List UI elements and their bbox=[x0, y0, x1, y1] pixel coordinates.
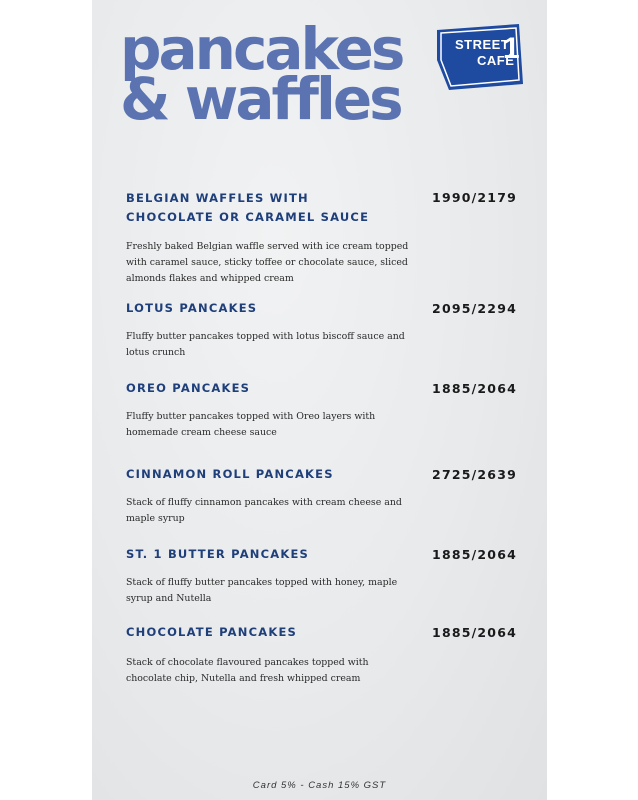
menu-item-price: 1885/2064 bbox=[432, 547, 517, 562]
tax-note: Card 5% - Cash 15% GST bbox=[252, 780, 387, 791]
menu-title bbox=[120, 15, 403, 133]
menu-item-description: Stack of fluffy butter pancakes topped with honey, maple syrup and Nutella bbox=[126, 577, 398, 604]
menu-item-description: Stack of chocolate flavoured pancakes topped with chocolate chip, Nutella and fresh whipped cream bbox=[126, 657, 369, 684]
menu-page bbox=[92, 0, 547, 800]
menu-item-price: 1885/2064 bbox=[432, 381, 517, 396]
menu-item-name: BELGIAN WAFFLES WITH CHOCOLATE OR CARAMEL SAUCE bbox=[126, 191, 370, 224]
menu-item-name: ST. 1 BUTTER PANCAKES bbox=[126, 547, 310, 561]
logo-line-2: CAFÉ bbox=[477, 53, 515, 68]
menu-item-description: Fluffy butter pancakes topped with lotus biscoff sauce and lotus crunch bbox=[126, 331, 405, 358]
menu-item-price: 1990/2179 bbox=[432, 190, 517, 205]
menu-item-name: LOTUS PANCAKES bbox=[126, 301, 258, 315]
logo-number: 1 bbox=[503, 32, 521, 65]
menu-item-price: 2725/2639 bbox=[432, 467, 517, 482]
menu-item-description: Fluffy butter pancakes topped with Oreo layers with homemade cream cheese sauce bbox=[126, 411, 376, 438]
title-line-1: pancakes bbox=[120, 15, 403, 83]
logo-line-1: STREET bbox=[455, 37, 510, 52]
menu-item-name: CHOCOLATE PANCAKES bbox=[126, 625, 297, 639]
menu-item-description: Stack of fluffy cinnamon pancakes with cream cheese and maple syrup bbox=[126, 497, 402, 524]
street-cafe-logo bbox=[437, 24, 523, 90]
menu-item-name: OREO PANCAKES bbox=[126, 381, 251, 395]
title-line-2: & waffles bbox=[120, 65, 401, 133]
menu-item-price: 1885/2064 bbox=[432, 625, 517, 640]
menu-item-price: 2095/2294 bbox=[432, 301, 517, 316]
menu-item-description: Freshly baked Belgian waffle served with ice cream topped with caramel sauce, sticky toffee or chocolate sauce, sliced almonds flakes and whipped cream bbox=[126, 241, 409, 284]
menu-item-name: CINNAMON ROLL PANCAKES bbox=[126, 467, 334, 481]
